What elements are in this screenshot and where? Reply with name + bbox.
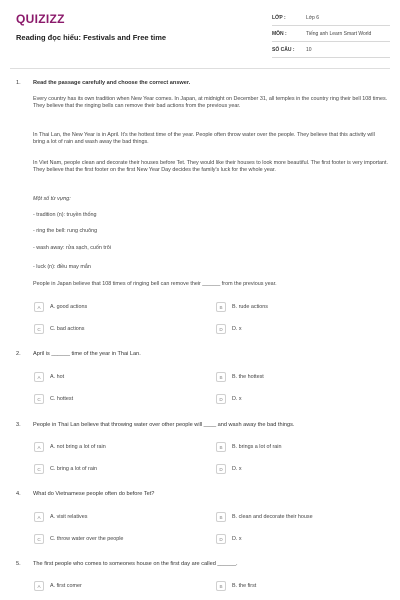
option-letter: D (216, 534, 226, 544)
option-text: B. the hottest (232, 374, 264, 380)
option-a[interactable] (34, 302, 184, 314)
question-number: 3. (16, 422, 21, 428)
option-letter: A (34, 581, 44, 591)
option-letter: B (216, 512, 226, 522)
option-letter: C (34, 394, 44, 404)
option-text: A. first comer (50, 583, 82, 589)
option-letter: C (34, 464, 44, 474)
meta-key: SỐ CÂU : (272, 47, 295, 53)
vocab-item: - ring the bell: rung chuông (33, 228, 98, 234)
worksheet-meta (272, 12, 390, 60)
passage-japan: Every country has its own tradition when New Year comes. In Japan, at midnight on December 31, all temples in the country ring their bell 108 times. They believe that the ringing bells can remove their bad actions from the previous year. (33, 96, 388, 110)
option-letter: C (34, 534, 44, 544)
option-letter: A (34, 442, 44, 452)
meta-value: 10 (306, 47, 312, 53)
option-letter: B (216, 302, 226, 312)
option-letter: A (34, 372, 44, 382)
meta-value: Tiếng anh Learn Smart World (306, 31, 372, 37)
option-text: A. visit relatives (50, 514, 88, 520)
question-number: 2. (16, 351, 21, 357)
option-text: C. bring a lot of rain (50, 466, 98, 472)
question-text: People in Japan believe that 108 times of ringing bell can remove their ______ from the previous year. (33, 281, 277, 287)
option-d[interactable] (216, 534, 366, 546)
worksheet-title: Reading đọc hiểu: Festivals and Free time (16, 33, 167, 42)
passage-thailand: In Thai Lan, the New Year is in April. It's the hottest time of the year. People often throw water over the people. They believe that this activity will bring a lot of rain and wash away the bad things. (33, 132, 375, 146)
option-b[interactable] (216, 442, 366, 454)
option-b[interactable] (216, 512, 366, 524)
option-text: A. hot (50, 374, 65, 380)
option-letter: D (216, 394, 226, 404)
option-c[interactable] (34, 394, 184, 406)
meta-row-subject (272, 28, 390, 42)
option-c[interactable] (34, 324, 184, 336)
option-letter: C (34, 324, 44, 334)
option-a[interactable] (34, 372, 184, 384)
meta-key: MÔN : (272, 31, 287, 37)
option-text: D. x (232, 396, 242, 402)
option-letter: B (216, 581, 226, 591)
option-text: C. throw water over the people (50, 536, 124, 542)
option-c[interactable] (34, 534, 184, 546)
vocab-title: Một số từ vựng: (33, 196, 71, 202)
question-text: People in Thai Lan believe that throwing water over other people will ____ and wash away the bad things. (33, 422, 295, 428)
option-d[interactable] (216, 324, 366, 336)
option-text: B. clean and decorate their house (232, 514, 313, 520)
option-letter: D (216, 324, 226, 334)
quizizz-logo: QUIZIZZ (16, 12, 65, 26)
meta-value: Lớp 6 (306, 15, 320, 21)
vocab-item: - tradition (n): truyền thống (33, 212, 97, 218)
option-b[interactable] (216, 372, 366, 384)
option-d[interactable] (216, 394, 366, 406)
option-text: B. brings a lot of rain (232, 444, 282, 450)
option-letter: B (216, 442, 226, 452)
option-letter: B (216, 372, 226, 382)
option-text: C. bad actions (50, 326, 85, 332)
vocab-item: - luck (n): điều may mắn (33, 264, 91, 270)
option-a[interactable] (34, 512, 184, 524)
option-d[interactable] (216, 464, 366, 476)
option-letter: D (216, 464, 226, 474)
vocab-item: - wash away: rửa sạch, cuốn trôi (33, 245, 111, 251)
option-a[interactable] (34, 581, 184, 593)
question-text: The first people who comes to someones house on the first day are called ______. (33, 561, 238, 567)
header-divider (10, 68, 390, 69)
option-b[interactable] (216, 302, 366, 314)
option-text: D. x (232, 326, 242, 332)
option-text: A. good actions (50, 304, 88, 310)
question-text: April is ______ time of the year in Thai Lan. (33, 351, 141, 357)
question-instruction: Read the passage carefully and choose the correct answer. (33, 80, 191, 86)
option-b[interactable] (216, 581, 366, 593)
option-letter: A (34, 302, 44, 312)
question-number: 1. (16, 80, 21, 86)
option-text: C. hottest (50, 396, 74, 402)
option-letter: A (34, 512, 44, 522)
option-text: D. x (232, 466, 242, 472)
question-number: 4. (16, 491, 21, 497)
option-text: B. rude actions (232, 304, 268, 310)
option-text: B. the first (232, 583, 257, 589)
question-text: What do Vietnamese people often do before Tet? (33, 491, 155, 497)
option-a[interactable] (34, 442, 184, 454)
passage-vietnam: In Viet Nam, people clean and decorate their houses before Tet. They would like their houses to look more beautiful. The first footer is very important. They believe that the first footer on the first New Year Day decides the family's luck for the whole year. (33, 160, 388, 174)
meta-key: LỚP : (272, 15, 286, 21)
option-text: D. x (232, 536, 242, 542)
meta-row-count (272, 44, 390, 58)
option-text: A. not bring a lot of rain (50, 444, 106, 450)
meta-row-grade (272, 12, 390, 26)
option-c[interactable] (34, 464, 184, 476)
question-number: 5. (16, 561, 21, 567)
